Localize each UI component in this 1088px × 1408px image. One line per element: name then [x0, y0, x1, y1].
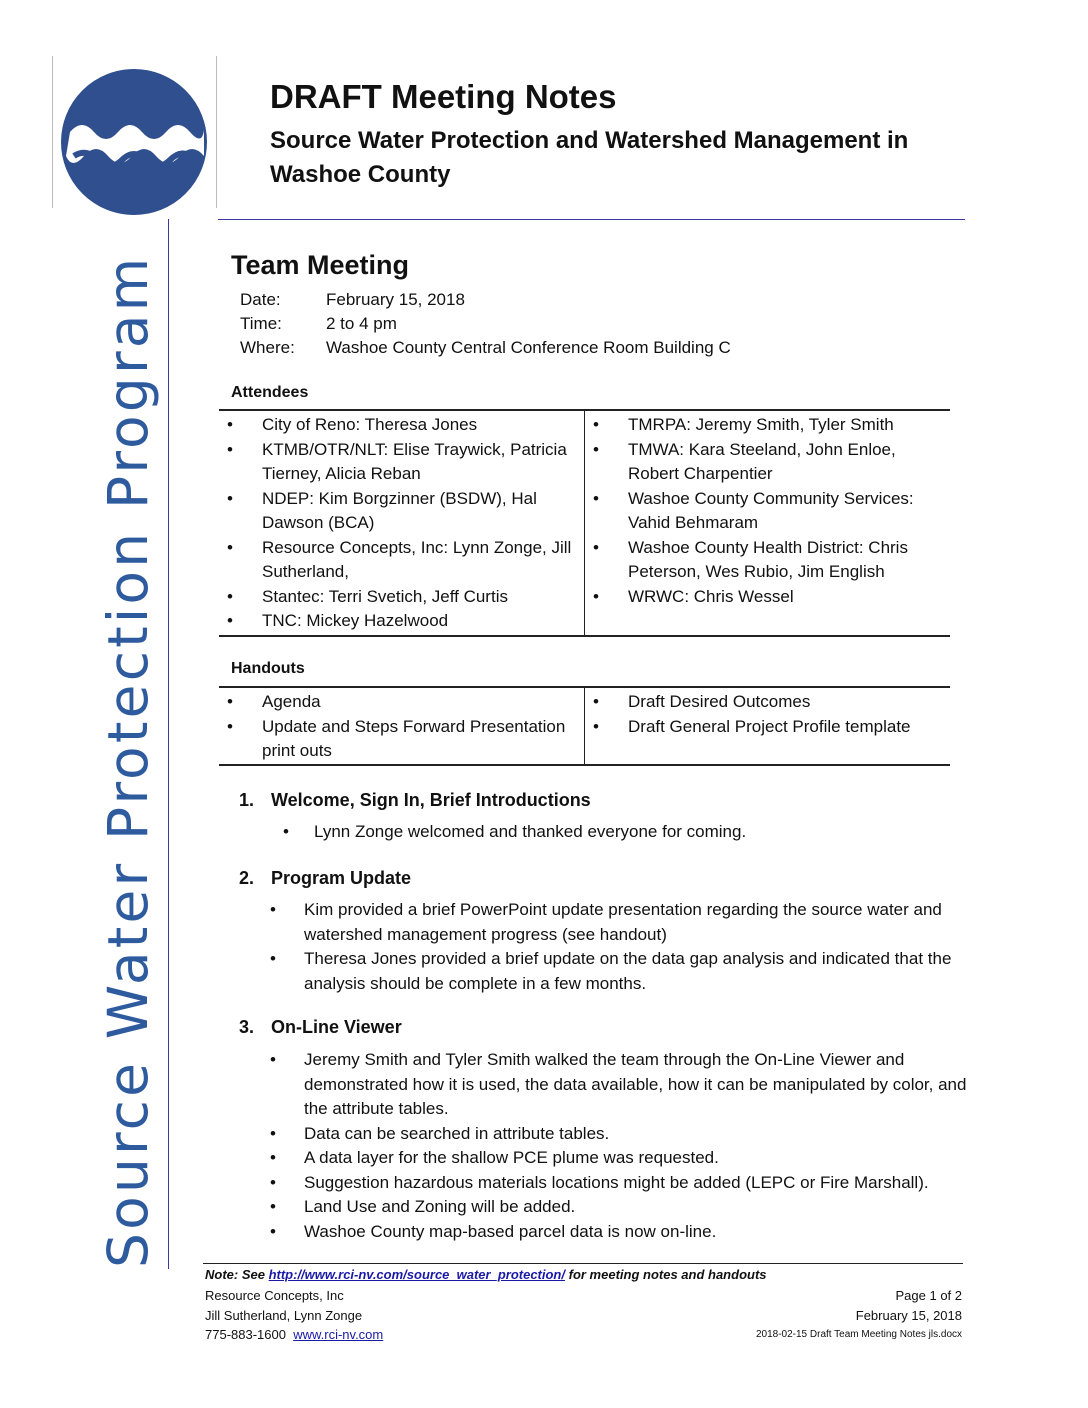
list-item: • Washoe County map-based parcel data is now on-line. [270, 1221, 717, 1241]
logo-divider-right [216, 56, 217, 208]
list-item: • Suggestion hazardous materials locations might be added (LEPC or Fire Marshall). [270, 1172, 929, 1192]
list-item: • Lynn Zonge welcomed and thanked everyone for coming. [283, 822, 747, 841]
handouts-table [219, 686, 950, 766]
agenda-item-3-heading: 3. On-Line Viewer [239, 1017, 402, 1037]
footer-right [756, 1286, 962, 1345]
notes-link[interactable]: http://www.rci-nv.com/source_water_protection/ [268, 1267, 565, 1282]
list-item: • Washoe County Community Services: Vahid Behmaram [593, 488, 914, 532]
agenda-item-2-heading: 2. Program Update [239, 868, 412, 888]
footer-rule [203, 1263, 963, 1264]
document-title: DRAFT Meeting Notes [270, 78, 617, 115]
date-row [240, 288, 731, 312]
agenda-item-1-list [283, 820, 953, 845]
side-rule [168, 219, 169, 1269]
side-banner: Source Water Protection Program [96, 254, 160, 1268]
footer-filename: 2018-02-15 Draft Team Meeting Notes jls.docx [755, 1329, 962, 1340]
where-row [240, 336, 731, 360]
list-item: • Draft Desired Outcomes [593, 692, 811, 711]
list-item: • A data layer for the shallow PCE plume was requested. [270, 1148, 719, 1167]
water-drop-logo-icon [52, 56, 212, 216]
attendees-table [219, 409, 950, 637]
list-item: • Stantec: Terri Svetich, Jeff Curtis [227, 586, 508, 606]
list-item: • Data can be searched in attribute tables. [270, 1123, 610, 1143]
agenda-item-2-list [270, 898, 960, 996]
list-item: • Draft General Project Profile template [593, 716, 911, 736]
list-item: • Update and Steps Forward Presentation print outs [227, 716, 566, 760]
list-item: • Land Use and Zoning will be added. [270, 1197, 576, 1216]
list-item: • City of Reno: Theresa Jones [227, 415, 478, 434]
time-value: 2 to 4 pm [326, 314, 397, 333]
document-subtitle [270, 124, 990, 192]
attendees-right-column [585, 411, 950, 635]
footer-company: Resource Concepts, Inc [205, 1288, 344, 1303]
subtitle-line-1: Source Water Protection and Watershed Management in [270, 127, 909, 154]
website-link[interactable]: www.rci-nv.com [293, 1327, 384, 1342]
meeting-details [240, 288, 731, 360]
date-label: Date: [240, 290, 281, 309]
list-item: • Kim provided a brief PowerPoint update presentation regarding the source water and watershed management progress (see handout) [270, 900, 942, 944]
meeting-heading: Team Meeting [231, 250, 410, 280]
footer-authors: Jill Sutherland, Lynn Zonge [205, 1307, 363, 1323]
list-item: • WRWC: Chris Wessel [593, 586, 794, 606]
attendees-left-column [219, 411, 585, 635]
list-item: • Theresa Jones provided a brief update on the data gap analysis and indicated that the analysis should be complete in a few months. [270, 949, 952, 993]
list-item: • TMWA: Kara Steeland, John Enloe, Robert Charpentier [593, 439, 896, 483]
attendees-label: Attendees [231, 384, 309, 401]
list-item: • Resource Concepts, Inc: Lynn Zonge, Jill Sutherland, [227, 537, 572, 581]
agenda-item-3-list [270, 1048, 980, 1244]
footer-note: Note: See http://www.rci-nv.com/source_water_protection/ for meeting notes and handouts [205, 1267, 767, 1282]
footer-contact: 775-883-1600 www.rci-nv.com [205, 1327, 384, 1342]
list-item: • Agenda [227, 692, 321, 711]
where-label: Where: [240, 338, 295, 357]
list-item: • NDEP: Kim Borgzinner (BSDW), Hal Dawson (BCA) [227, 488, 537, 532]
agenda-item-1-heading: 1. Welcome, Sign In, Brief Introductions [239, 790, 591, 810]
date-value: February 15, 2018 [326, 290, 465, 309]
footer-left [205, 1286, 383, 1345]
list-item: • KTMB/OTR/NLT: Elise Traywick, Patricia Tierney, Alicia Reban [227, 439, 567, 483]
footer-date: February 15, 2018 [855, 1307, 962, 1323]
list-item: • TMRPA: Jeremy Smith, Tyler Smith [593, 415, 894, 434]
list-item: • Jeremy Smith and Tyler Smith walked the team through the On-Line Viewer and demonstrated how it is used, the data available, how it can be manipulated by color, and the attribute tables. [270, 1050, 967, 1118]
list-item: • Washoe County Health District: Chris Peterson, Wes Rubio, Jim English [593, 537, 908, 581]
handouts-label: Handouts [231, 660, 305, 677]
time-label: Time: [240, 314, 282, 333]
handouts-right-column [585, 688, 950, 764]
subtitle-line-2: Washoe County [270, 161, 451, 188]
where-value: Washoe County Central Conference Room Building C [326, 338, 731, 357]
header-rule [218, 219, 965, 220]
footer-page: Page 1 of 2 [895, 1288, 962, 1303]
list-item: • TNC: Mickey Hazelwood [227, 611, 449, 630]
handouts-left-column [219, 688, 585, 764]
time-row [240, 312, 731, 336]
